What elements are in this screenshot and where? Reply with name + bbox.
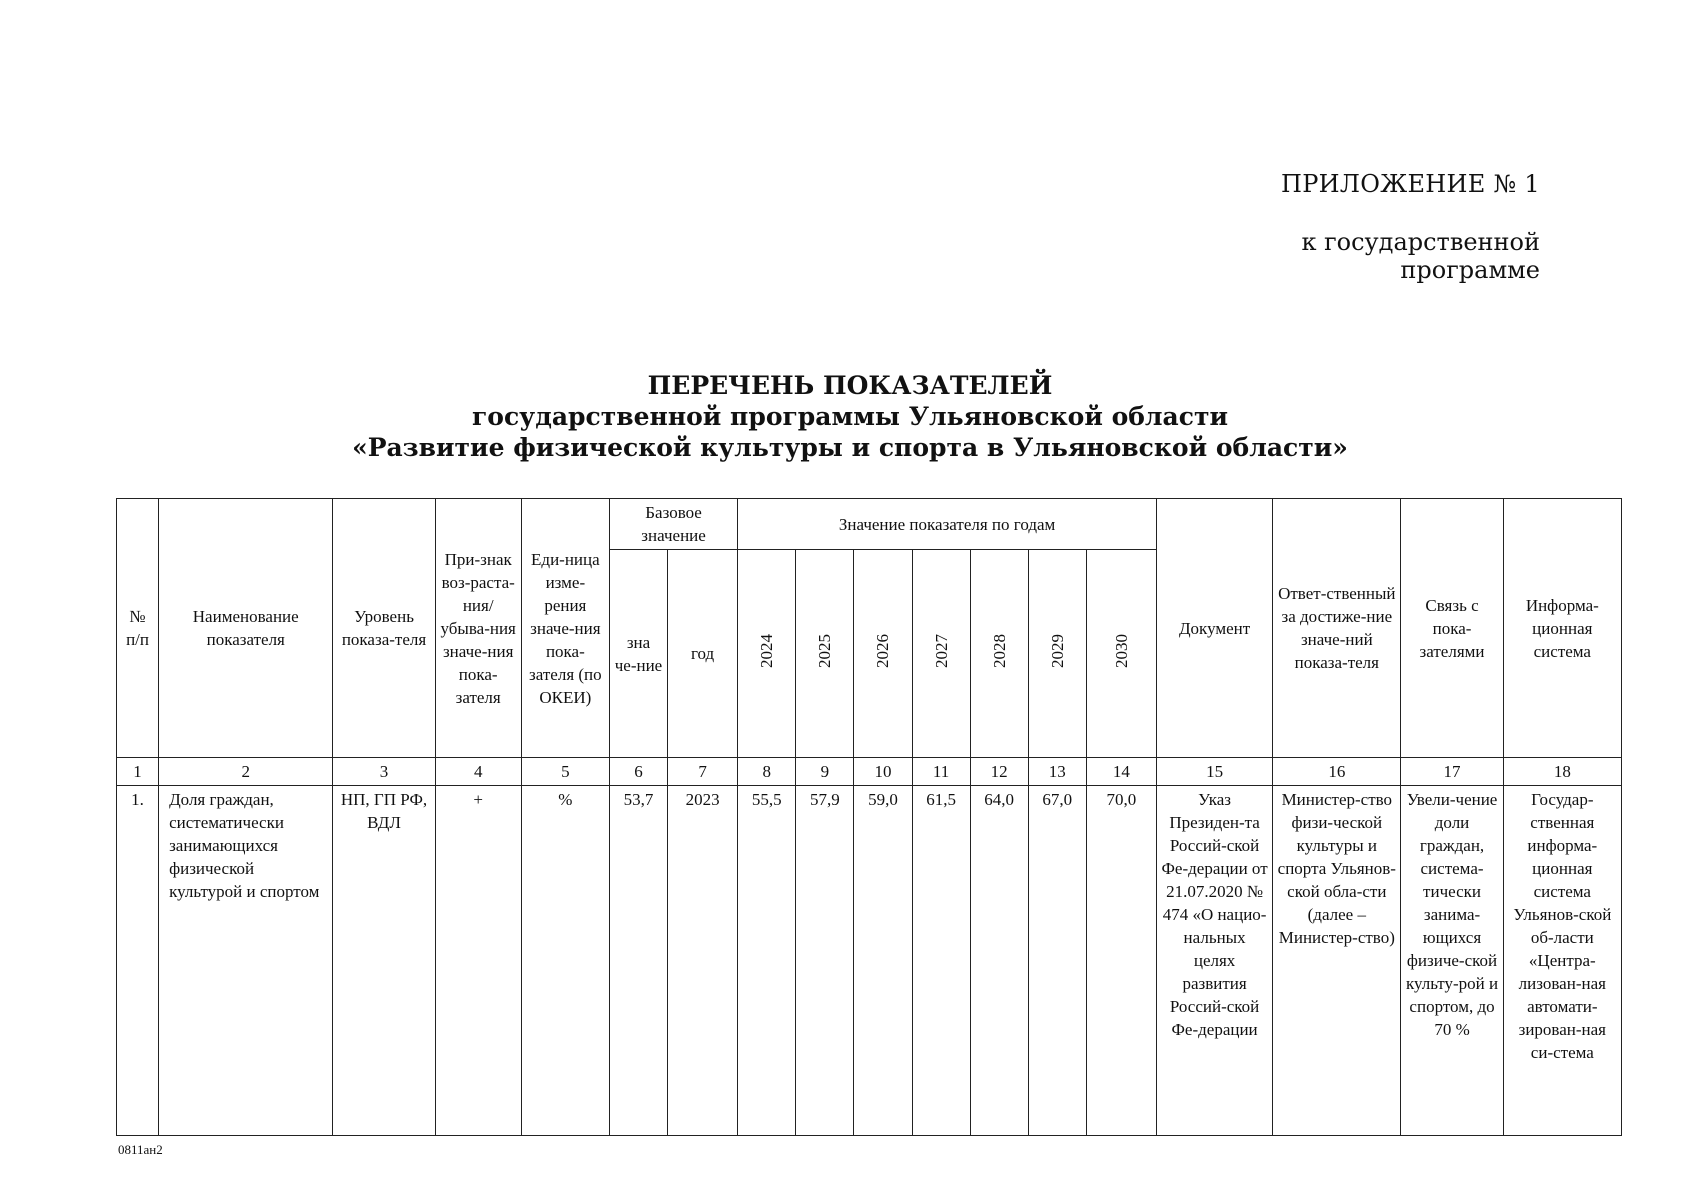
- indicator-name: Доля граждан, систематически занимающихся физической культурой и спортом: [159, 786, 333, 1136]
- appendix-block: [1240, 170, 1540, 284]
- column-number: 1: [117, 758, 159, 786]
- indicator-level: НП, ГП РФ, ВДЛ: [333, 786, 435, 1136]
- value-2029: 67,0: [1028, 786, 1086, 1136]
- header-base-group: Базовое значение: [609, 499, 737, 550]
- year-label: 2024: [757, 633, 777, 668]
- header-year-2024: [738, 550, 796, 758]
- indicators-table: [116, 498, 1622, 1136]
- document-title: [300, 370, 1400, 463]
- indicator-trend: +: [435, 786, 521, 1136]
- appendix-subtitle: к государственной программе: [1301, 228, 1540, 284]
- year-label: 2027: [931, 633, 951, 668]
- column-number: 14: [1086, 758, 1156, 786]
- column-number: 4: [435, 758, 521, 786]
- indicator-unit: %: [521, 786, 609, 1136]
- document-title-line-2: государственной программы Ульяновской области: [471, 402, 1229, 431]
- row-num: 1.: [117, 786, 159, 1136]
- indicator-info-system: Государ-ственная информа-ционная система Ульянов-ской об-ласти «Центра-лизован-ная автомати-зирован-ная си-стема: [1503, 786, 1621, 1136]
- column-number: 13: [1028, 758, 1086, 786]
- appendix-title: ПРИЛОЖЕНИЕ № 1: [1280, 170, 1540, 198]
- column-number: 15: [1156, 758, 1272, 786]
- header-years-group: Значение показателя по годам: [738, 499, 1157, 550]
- value-2025: 57,9: [796, 786, 854, 1136]
- header-trend: При-знак воз-раста-ния/ убыва-ния значе-ния пока-зателя: [435, 499, 521, 758]
- header-name: Наименование показателя: [159, 499, 333, 758]
- year-label: 2028: [989, 633, 1009, 668]
- column-number: 16: [1273, 758, 1401, 786]
- header-year-2030: [1086, 550, 1156, 758]
- header-unit: Еди-ница изме-рения значе-ния пока-зателя (по ОКЕИ): [521, 499, 609, 758]
- column-number: 7: [668, 758, 738, 786]
- document-title-line-3: «Развитие физической культуры и спорта в Ульяновской области»: [352, 433, 1348, 462]
- header-year-2025: [796, 550, 854, 758]
- header-base-value: зна че-ние: [609, 550, 667, 758]
- document-title-line-1: ПЕРЕЧЕНЬ ПОКАЗАТЕЛЕЙ: [647, 371, 1053, 400]
- value-2028: 64,0: [970, 786, 1028, 1136]
- column-number: 5: [521, 758, 609, 786]
- indicator-link: Увели-чение доли граждан, система-тически занима-ющихся физиче-ской культу-рой и спортом, до 70 %: [1401, 786, 1503, 1136]
- header-link: Связь с пока-зателями: [1401, 499, 1503, 758]
- base-value: 53,7: [609, 786, 667, 1136]
- header-info-system: Информа-ционная система: [1503, 499, 1621, 758]
- value-2024: 55,5: [738, 786, 796, 1136]
- column-number: 9: [796, 758, 854, 786]
- year-label: 2030: [1111, 633, 1131, 668]
- header-document: Документ: [1156, 499, 1272, 758]
- column-number-row: [117, 758, 1622, 786]
- value-2030: 70,0: [1086, 786, 1156, 1136]
- base-year: 2023: [668, 786, 738, 1136]
- value-2026: 59,0: [854, 786, 912, 1136]
- column-number: 10: [854, 758, 912, 786]
- value-2027: 61,5: [912, 786, 970, 1136]
- header-level: Уровень показа-теля: [333, 499, 435, 758]
- indicator-document: Указ Президен-та Россий-ской Фе-дерации от 21.07.2020 № 474 «О нацио-нальных целях развития Россий-ской Фе-дерации: [1156, 786, 1272, 1136]
- column-number: 12: [970, 758, 1028, 786]
- table-row: [117, 786, 1622, 1136]
- column-number: 17: [1401, 758, 1503, 786]
- column-number: 11: [912, 758, 970, 786]
- indicator-responsible: Министер-ство физи-ческой культуры и спорта Ульянов-ской обла-сти (далее – Министер-ство): [1273, 786, 1401, 1136]
- year-label: 2029: [1047, 633, 1067, 668]
- header-base-year: год: [668, 550, 738, 758]
- column-number: 18: [1503, 758, 1621, 786]
- column-number: 8: [738, 758, 796, 786]
- footer-code: 0811ан2: [118, 1142, 163, 1157]
- column-number: 6: [609, 758, 667, 786]
- header-responsible: Ответ-ственный за достиже-ние значе-ний показа-теля: [1273, 499, 1401, 758]
- header-num: № п/п: [117, 499, 159, 758]
- header-year-2028: [970, 550, 1028, 758]
- header-year-2029: [1028, 550, 1086, 758]
- year-label: 2026: [873, 633, 893, 668]
- header-year-2026: [854, 550, 912, 758]
- column-number: 3: [333, 758, 435, 786]
- column-number: 2: [159, 758, 333, 786]
- year-label: 2025: [815, 633, 835, 668]
- header-year-2027: [912, 550, 970, 758]
